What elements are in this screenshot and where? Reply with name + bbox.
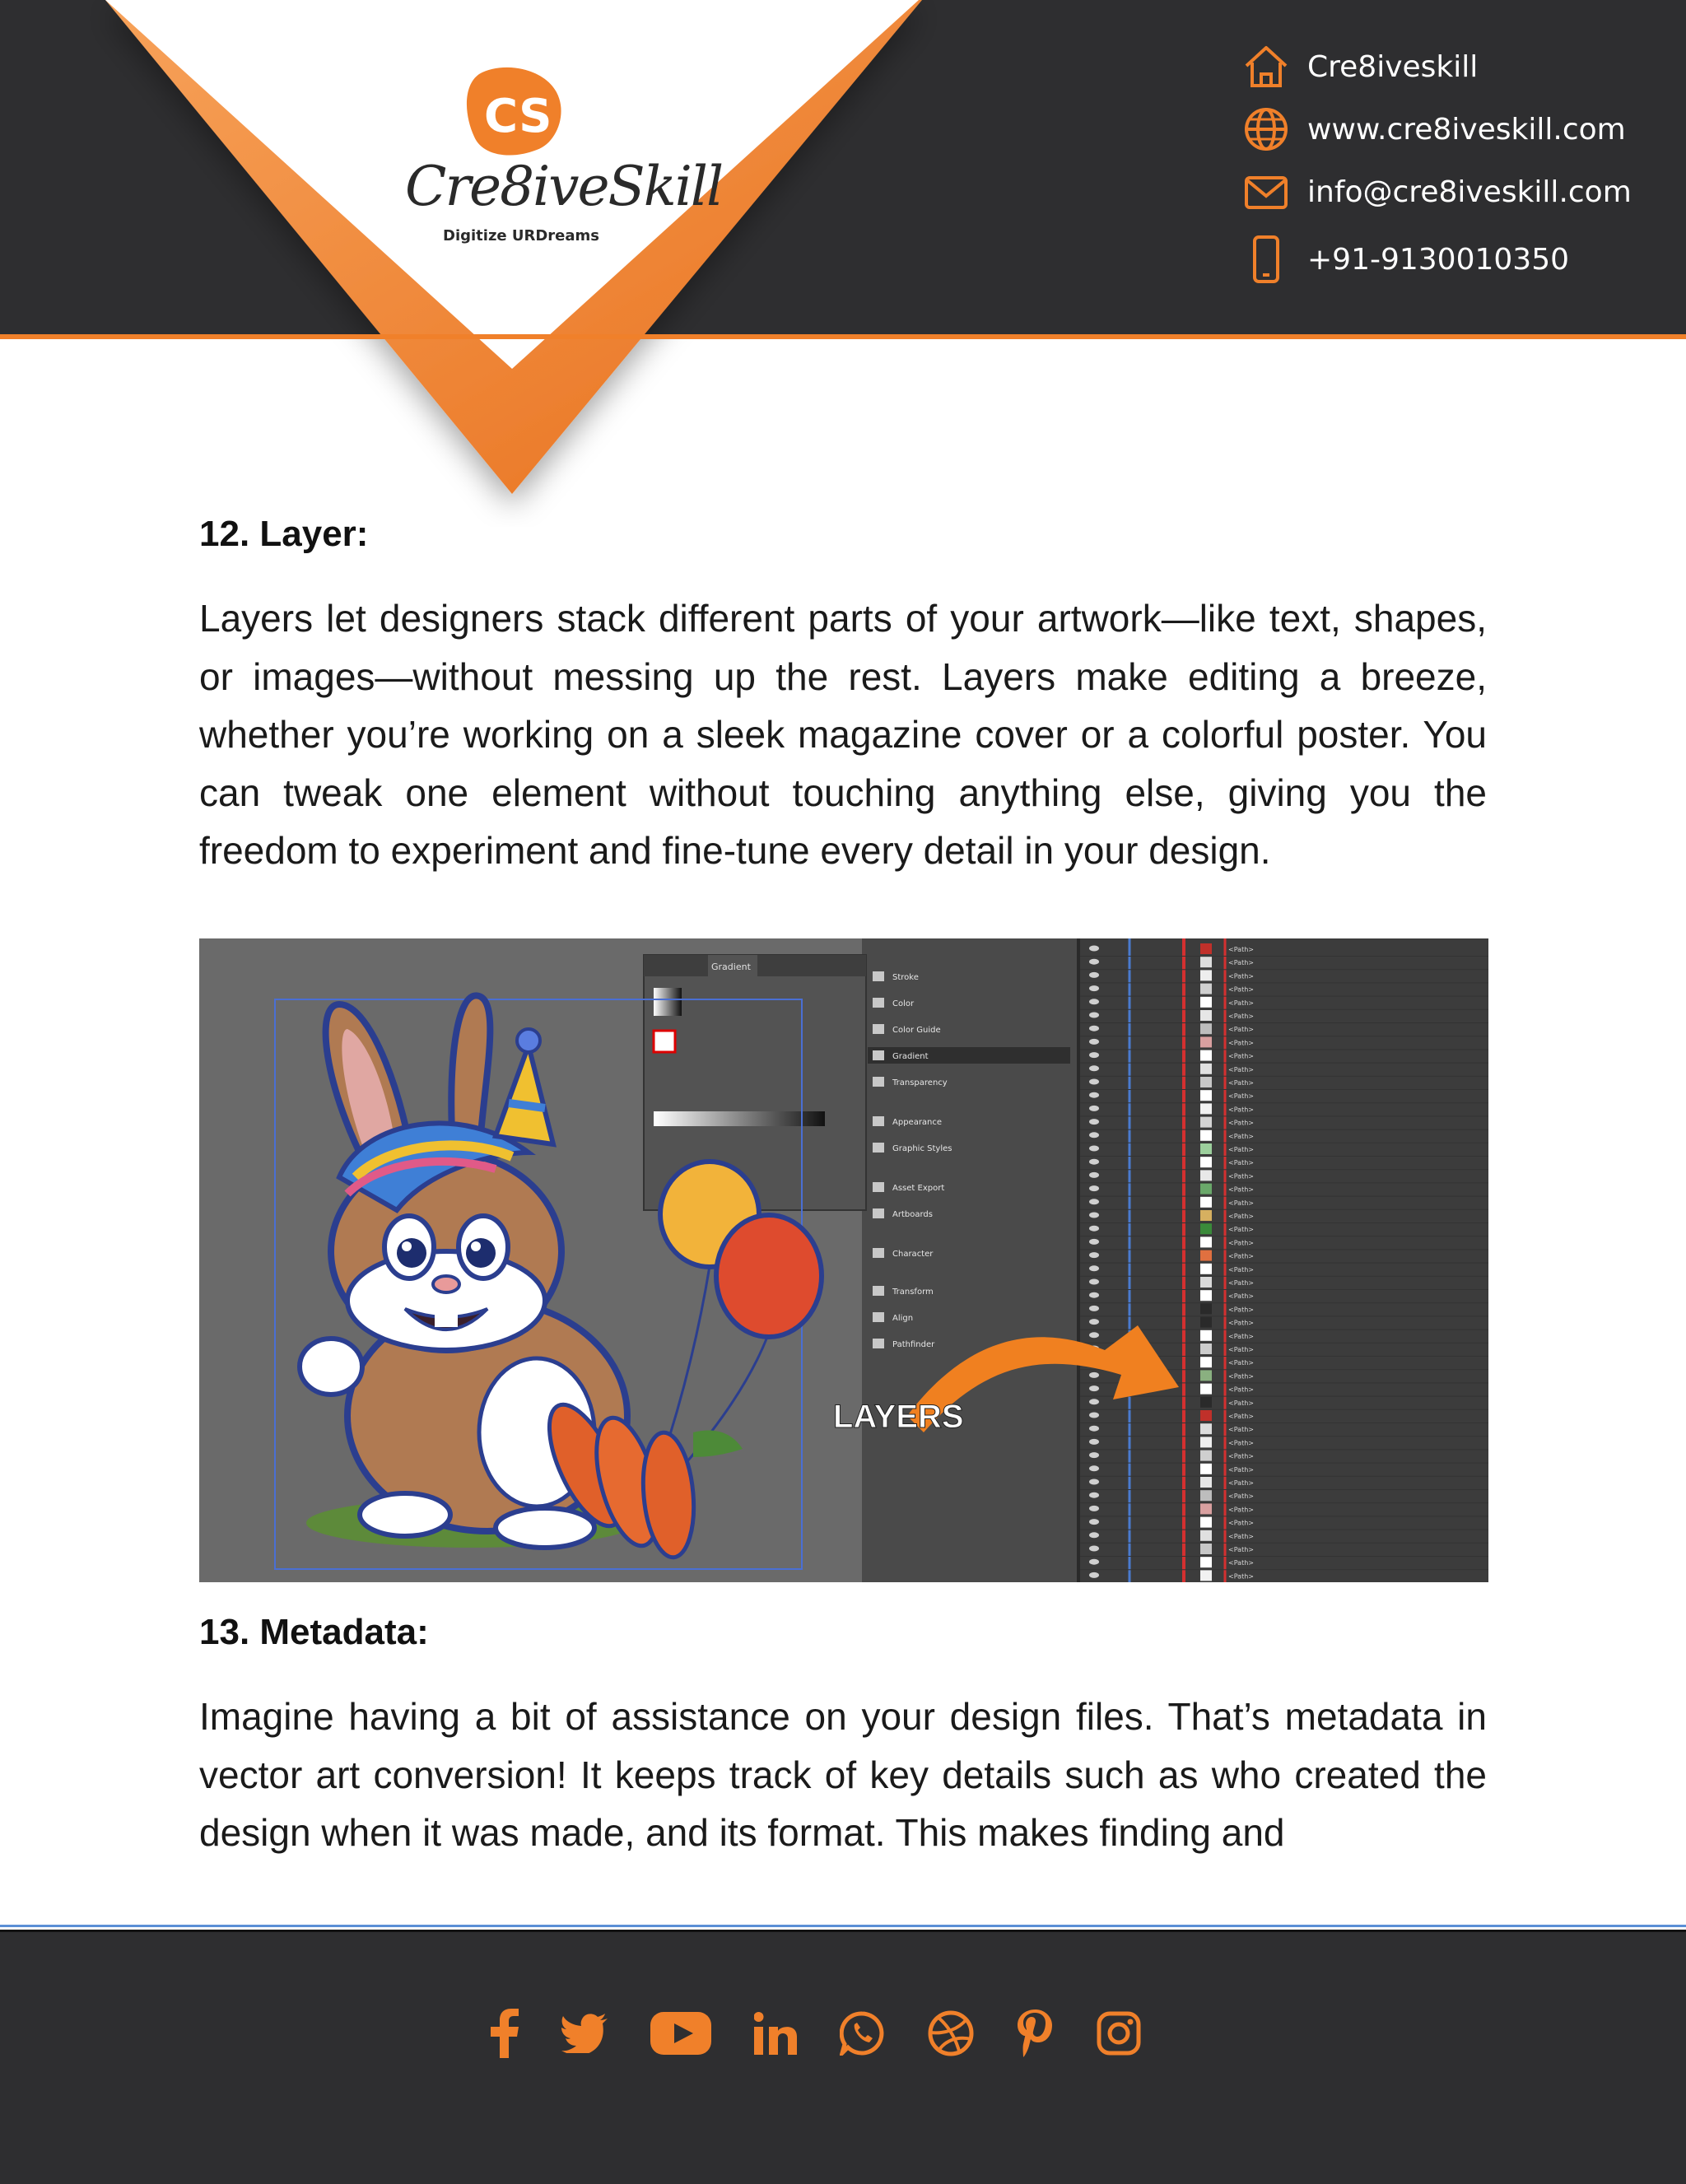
panel-item-label: Pathfinder [892,1340,935,1349]
layer-name: <Path> [1228,1265,1254,1274]
layer-thumbnail [1200,1170,1212,1180]
panel-item-label: Align [892,1314,914,1323]
layer-visibility-icon [1089,1185,1099,1191]
section-heading-metadata: 13. Metadata: [199,1612,429,1652]
panel-item [873,1116,942,1127]
layer-visibility-icon [1089,1452,1099,1458]
layer-thumbnail [1200,1303,1212,1314]
illustrator-screenshot [199,938,1488,1582]
layer-name: <Path> [1228,1426,1254,1434]
whatsapp-icon[interactable] [840,2011,884,2056]
panel-item-icon [873,1050,884,1060]
layer-visibility-icon [1089,1559,1099,1565]
layer-visibility-icon [1089,1026,1099,1031]
layer-thumbnail [1200,1236,1212,1247]
layer-visibility-icon [1089,1199,1099,1204]
panel-item [873,1182,944,1193]
panel-item-label: Gradient [892,1052,929,1061]
layer-name: <Path> [1228,1559,1254,1567]
layer-visibility-icon [1089,1226,1099,1232]
layer-thumbnail [1200,1384,1212,1395]
layer-name: <Path> [1228,985,1254,994]
layer-visibility-icon [1089,1319,1099,1325]
email-link[interactable]: info@cre8iveskill.com [1307,175,1632,209]
layer-visibility-icon [1089,1106,1099,1111]
panel-item-label: Character [892,1250,934,1259]
layer-visibility-icon [1089,1332,1099,1338]
layer-name: <Path> [1228,1479,1254,1487]
layer-thumbnail [1200,1103,1212,1114]
company-name: Cre8iveskill [1307,49,1479,84]
instagram-icon[interactable] [1097,2011,1141,2056]
layer-visibility-icon [1089,1399,1099,1404]
layer-thumbnail [1200,970,1212,980]
layer-name: <Path> [1228,1372,1254,1381]
panel-item-label: Appearance [892,1118,943,1127]
brand-name: Cre8iveSkill [405,155,723,218]
layer-thumbnail [1200,1503,1212,1514]
panel-item-icon [873,1182,884,1192]
section-heading-layer: 12. Layer: [199,514,369,554]
layer-visibility-icon [1089,1065,1099,1071]
panel-item-icon [873,1077,884,1087]
layer-name: <Path> [1228,1199,1254,1207]
layer-visibility-icon [1089,1013,1099,1018]
layer-name: <Path> [1228,1506,1254,1514]
layer-thumbnail [1200,1250,1212,1261]
panel-item-icon [873,1208,884,1218]
layer-name: <Path> [1228,1079,1254,1087]
layer-visibility-icon [1089,1306,1099,1311]
section-body-layer: Layers let designers stack different parts of your artwork—like text, shapes, or images—without messing up the rest. Layers make editing a breeze, whether you’re working on a sleek magazine cover or a colorful poster. You can tweak one element without touching anything else, giving you the freedom to experiment and fine-tune every detail in your design. [199,597,1487,872]
layer-visibility-icon [1089,946,1099,952]
layer-thumbnail [1200,1184,1212,1194]
layer-name: <Path> [1228,1452,1254,1460]
layer-visibility-icon [1089,1172,1099,1178]
panel-item-label: Artboards [892,1210,933,1219]
panel-item-label: Graphic Styles [892,1144,952,1153]
layer-name: <Path> [1228,1572,1254,1581]
section-body-metadata: Imagine having a bit of assistance on your design files. That’s metadata in vector art conversion! It keeps track of key details such as who created the design when it was made, and its format. This makes finding and [199,1695,1487,1854]
layer-name: <Path> [1228,1413,1254,1420]
layer-name: <Path> [1228,1359,1254,1367]
contact-list [1241,43,1632,298]
layer-name: <Path> [1228,1039,1254,1047]
layer-thumbnail [1200,1343,1212,1354]
panel-item-label: Color [892,999,915,1008]
layer-visibility-icon [1089,1532,1099,1538]
layer-thumbnail [1200,1130,1212,1141]
social-links [491,2009,1184,2058]
layer-visibility-icon [1089,1385,1099,1391]
layer-thumbnail [1200,1036,1212,1047]
layer-thumbnail [1200,1010,1212,1021]
layer-thumbnail [1200,1023,1212,1034]
panel-item [873,1208,933,1219]
panel-item [873,971,919,982]
layer-thumbnail [1200,1557,1212,1567]
layer-visibility-icon [1089,999,1099,1004]
layer-thumbnail [1200,1264,1212,1274]
layer-thumbnail [1200,1223,1212,1234]
layer-visibility-icon [1089,1119,1099,1125]
dribbble-icon[interactable] [927,2009,975,2057]
contact-website[interactable] [1241,105,1632,153]
contact-phone[interactable] [1241,235,1632,283]
layer-visibility-icon [1089,1479,1099,1485]
layer-thumbnail [1200,1077,1212,1087]
panel-item [873,1024,941,1035]
layer-visibility-icon [1089,959,1099,965]
layer-visibility-icon [1089,1372,1099,1378]
layer-thumbnail [1200,1357,1212,1367]
layer-visibility-icon [1089,1039,1099,1045]
panel-item-icon [873,998,884,1008]
twitter-icon[interactable] [561,2014,608,2053]
layer-visibility-icon [1089,1146,1099,1152]
logo-monogram: CS [484,90,552,143]
layer-visibility-icon [1089,1159,1099,1165]
layer-thumbnail [1200,1451,1212,1461]
layers-illustration [199,938,1488,1582]
layer-thumbnail [1200,1277,1212,1288]
layer-name: <Path> [1228,1119,1254,1127]
layer-visibility-icon [1089,1052,1099,1058]
layer-visibility-icon [1089,1079,1099,1085]
layer-name: <Path> [1228,1319,1254,1327]
layer-name: <Path> [1228,1026,1254,1034]
layer-thumbnail [1200,1317,1212,1328]
layer-name: <Path> [1228,1519,1254,1527]
layer-name: <Path> [1228,1252,1254,1260]
layer-visibility-icon [1089,1279,1099,1285]
brand-tagline: Digitize URDreams [443,227,600,244]
panel-item [868,1047,1070,1064]
layer-name: <Path> [1228,1332,1254,1340]
layer-thumbnail [1200,1117,1212,1128]
layer-thumbnail [1200,957,1212,967]
home-icon [1241,43,1291,91]
layer-name: <Path> [1228,1092,1254,1101]
layer-thumbnail [1200,984,1212,994]
layer-name: <Path> [1228,1106,1254,1114]
layer-name: <Path> [1228,1385,1254,1394]
panel-item [873,1077,948,1087]
panel-item [873,1248,934,1259]
panel-item [873,998,915,1008]
layer-name: <Path> [1228,1185,1254,1194]
contact-company [1241,43,1632,91]
layer-thumbnail [1200,1517,1212,1528]
layer-thumbnail [1200,943,1212,954]
layer-visibility-icon [1089,1572,1099,1578]
layer-name: <Path> [1228,1065,1254,1073]
layer-name: <Path> [1228,1292,1254,1301]
layer-name: <Path> [1228,1132,1254,1140]
layer-thumbnail [1200,1064,1212,1074]
layer-thumbnail [1200,1410,1212,1421]
layer-visibility-icon [1089,1506,1099,1511]
layer-thumbnail [1200,1290,1212,1301]
layer-visibility-icon [1089,1292,1099,1298]
mail-icon [1241,168,1291,216]
panel-item-label: Stroke [892,973,919,982]
layer-visibility-icon [1089,985,1099,991]
panel-item-label: Transform [892,1288,934,1297]
phone-number[interactable]: +91-9130010350 [1307,242,1570,277]
layer-thumbnail [1200,1050,1212,1061]
layer-visibility-icon [1089,1239,1099,1245]
layer-name: <Path> [1228,1306,1254,1314]
youtube-icon[interactable] [650,2012,711,2055]
layer-thumbnail [1200,1157,1212,1167]
panel-item [873,1286,934,1297]
footer-accent-line [0,1925,1686,1927]
layer-name: <Path> [1228,1492,1254,1501]
layer-thumbnail [1200,1570,1212,1581]
layer-name: <Path> [1228,959,1254,967]
layer-thumbnail [1200,1530,1212,1541]
layer-thumbnail [1200,1197,1212,1208]
layer-name: <Path> [1228,1346,1254,1353]
panel-item-label: Asset Export [892,1184,945,1193]
panel-item-icon [873,1143,884,1153]
layer-name: <Path> [1228,1159,1254,1167]
layer-visibility-icon [1089,1413,1099,1418]
layer-name: <Path> [1228,1465,1254,1474]
layer-name: <Path> [1228,1052,1254,1060]
layer-thumbnail [1200,1330,1212,1341]
layer-name: <Path> [1228,1546,1254,1553]
layer-thumbnail [1200,1423,1212,1434]
layer-name: <Path> [1228,1279,1254,1287]
layer-visibility-icon [1089,1465,1099,1471]
panel-item-icon [873,1248,884,1258]
panel-item-icon [873,1339,884,1348]
layer-name: <Path> [1228,946,1254,953]
facebook-icon[interactable] [491,2009,519,2058]
panel-item-icon [873,1024,884,1034]
layer-visibility-icon [1089,1092,1099,1098]
layer-name: <Path> [1228,1172,1254,1180]
layer-name: <Path> [1228,1213,1254,1220]
layer-name: <Path> [1228,1013,1254,1020]
layer-thumbnail [1200,1464,1212,1474]
contact-email[interactable] [1241,168,1632,216]
panel-item-icon [873,1286,884,1296]
panel-item-icon [873,1116,884,1126]
website-link[interactable]: www.cre8iveskill.com [1307,112,1626,147]
pinterest-icon[interactable] [1018,2009,1054,2057]
header-accent-line [0,334,1686,339]
layer-thumbnail [1200,1544,1212,1554]
layer-thumbnail [1200,1210,1212,1221]
layer-thumbnail [1200,1370,1212,1381]
globe-icon [1241,105,1291,153]
layer-visibility-icon [1089,1265,1099,1271]
panel-item-label: Transparency [892,1078,948,1087]
layer-name: <Path> [1228,1239,1254,1247]
layer-visibility-icon [1089,1492,1099,1498]
layer-visibility-icon [1089,1132,1099,1138]
layer-thumbnail [1200,1437,1212,1447]
layer-name: <Path> [1228,1226,1254,1234]
panel-item-icon [873,971,884,981]
gradient-tab: Gradient [711,962,751,972]
layer-visibility-icon [1089,1252,1099,1258]
layer-visibility-icon [1089,1439,1099,1445]
callout-layers: LAYERS [833,1399,964,1435]
layer-visibility-icon [1089,1213,1099,1218]
layer-thumbnail [1200,997,1212,1008]
panel-item-icon [873,1312,884,1322]
layer-name: <Path> [1228,1399,1254,1407]
layer-name: <Path> [1228,972,1254,980]
layer-name: <Path> [1228,1146,1254,1153]
layer-name: <Path> [1228,999,1254,1007]
panel-item [873,1312,913,1323]
layer-visibility-icon [1089,1546,1099,1552]
layer-visibility-icon [1089,1519,1099,1525]
layer-name: <Path> [1228,1532,1254,1540]
layer-visibility-icon [1089,972,1099,978]
layer-thumbnail [1200,1090,1212,1101]
layer-name: <Path> [1228,1439,1254,1447]
layer-visibility-icon [1089,1426,1099,1432]
layer-thumbnail [1200,1490,1212,1501]
panel-item-label: Color Guide [892,1026,941,1035]
linkedin-icon[interactable] [754,2012,797,2055]
panel-item [873,1339,935,1349]
layer-thumbnail [1200,1397,1212,1408]
layer-thumbnail [1200,1143,1212,1154]
layer-thumbnail [1200,1477,1212,1488]
phone-icon [1241,235,1291,283]
